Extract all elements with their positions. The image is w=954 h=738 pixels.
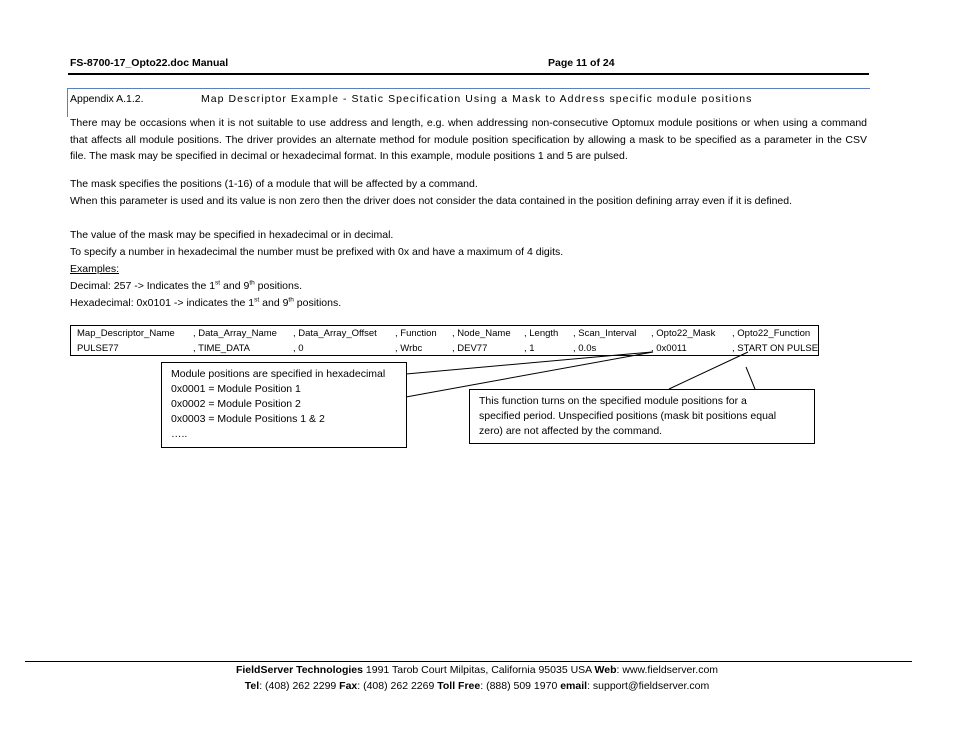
csv-value-cell: , START ON PULSE bbox=[732, 343, 819, 354]
footer-tollfree-label: Toll Free bbox=[437, 680, 481, 692]
footer-fax-value: : (408) 262 2269 bbox=[357, 680, 438, 692]
mask-callout-line-top bbox=[406, 352, 652, 374]
page-number: Page 11 of 24 bbox=[548, 57, 615, 69]
mask-format-note: The value of the mask may be specified in hexadecimal or in decimal. bbox=[70, 229, 394, 241]
footer-rule bbox=[25, 661, 912, 662]
footer-company: FieldServer Technologies bbox=[235, 664, 363, 676]
appendix-number: Appendix A.1.2. bbox=[70, 93, 144, 105]
footer-tel-value: : (408) 262 2299 bbox=[259, 680, 340, 692]
mask-callout-line: 0x0001 = Module Position 1 bbox=[171, 383, 301, 395]
footer-company-line bbox=[0, 664, 954, 676]
csv-header-cell: , Opto22_Mask bbox=[651, 328, 716, 339]
footer-fax-label: Fax bbox=[339, 680, 358, 692]
hex-prefix-note: To specify a number in hexadecimal the number must be prefixed with 0x and have a maximum of 4 digits. bbox=[70, 246, 564, 258]
function-callout-line-left bbox=[669, 352, 748, 389]
function-callout bbox=[469, 389, 815, 444]
function-callout-line: This function turns on the specified module positions for a bbox=[479, 395, 747, 407]
mask-description: The mask specifies the positions (1-16) of a module that will be affected by a command. bbox=[70, 178, 478, 190]
csv-value-cell: , Wrbc bbox=[395, 343, 423, 354]
example-decimal: Decimal: 257 -> Indicates the 1st and 9th positions. bbox=[70, 279, 303, 292]
footer-tel-label: Tel bbox=[244, 680, 260, 692]
csv-value-cell: , 0x0011 bbox=[651, 343, 687, 354]
csv-value-cell: , 1 bbox=[524, 343, 535, 354]
csv-header-cell: , Node_Name bbox=[452, 328, 511, 339]
footer-email-label: email bbox=[560, 680, 588, 692]
footer-web-value: : www.fieldserver.com bbox=[616, 664, 719, 676]
footer-contact-line bbox=[0, 680, 954, 692]
csv-value-cell: , 0 bbox=[293, 343, 304, 354]
function-callout-line: specified period. Unspecified positions (mask bit positions equal bbox=[479, 410, 777, 422]
csv-value-cell: PULSE77 bbox=[77, 343, 119, 354]
footer-email-value: : support@fieldserver.com bbox=[587, 680, 710, 692]
function-callout-line: zero) are not affected by the command. bbox=[479, 425, 663, 437]
csv-value-cell: , 0.0s bbox=[573, 343, 597, 354]
footer-web-label: Web bbox=[594, 664, 617, 676]
mask-callout-line: 0x0002 = Module Position 2 bbox=[171, 398, 301, 410]
function-callout-line-right bbox=[746, 367, 755, 389]
csv-value-cell: , TIME_DATA bbox=[193, 343, 251, 354]
mask-callout-line: Module positions are specified in hexadecimal bbox=[171, 368, 386, 380]
example-hexadecimal: Hexadecimal: 0x0101 -> indicates the 1st and 9th positions. bbox=[70, 296, 342, 309]
csv-header-cell: , Data_Array_Name bbox=[193, 328, 277, 339]
footer-address: 1991 Tarob Court Milpitas, California 95035 USA bbox=[362, 664, 595, 676]
mask-nonzero-note: When this parameter is used and its value is non zero then the driver does not consider the data contained in the position defining array even if it is defined. bbox=[70, 195, 793, 207]
csv-header-cell: , Opto22_Function bbox=[732, 328, 811, 339]
mask-callout bbox=[161, 362, 407, 448]
csv-header-cell: , Data_Array_Offset bbox=[293, 328, 377, 339]
doc-title: FS-8700-17_Opto22.doc Manual bbox=[70, 57, 229, 69]
csv-header-cell: , Length bbox=[524, 328, 559, 339]
appendix-title: Map Descriptor Example - Static Specification Using a Mask to Address specific module positions bbox=[201, 93, 753, 105]
mask-callout-line: 0x0003 = Module Positions 1 & 2 bbox=[171, 413, 325, 425]
csv-header-cell: , Scan_Interval bbox=[573, 328, 637, 339]
footer-tollfree-value: : (888) 509 1970 bbox=[480, 680, 561, 692]
mask-callout-line: ….. bbox=[171, 428, 188, 440]
csv-header-cell: Map_Descriptor_Name bbox=[77, 328, 175, 339]
intro-paragraph: There may be occasions when it is not suitable to use address and length, e.g. when addressing non-consecutive Optomux module positions or when using a command that affects all module positions. The driver provides an alternate method for module position specification by allowing a mask to be specified as a parameter in the CSV file. The mask may be specified in decimal or hexadecimal format. In this example, module positions 1 and 5 are pulsed. bbox=[70, 117, 867, 162]
csv-value-cell: , DEV77 bbox=[452, 343, 488, 354]
csv-header-cell: , Function bbox=[395, 328, 437, 339]
examples-label: Examples: bbox=[70, 263, 120, 275]
